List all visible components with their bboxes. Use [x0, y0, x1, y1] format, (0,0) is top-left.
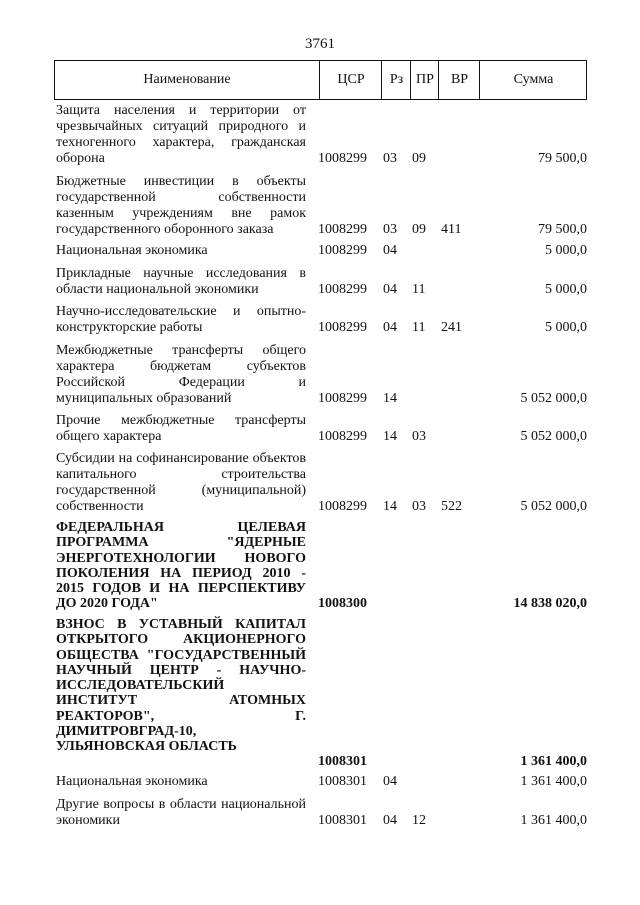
row-csr: 1008299	[318, 222, 367, 237]
row-sum: 1 361 400,0	[520, 813, 587, 828]
row-name: ВЗНОС В УСТАВНЫЙ КАПИТАЛ ОТКРЫТОГО АКЦИОНЕРНОГО ОБЩЕСТВА "ГОСУДАРСТВЕННЫЙ НАУЧНЫЙ ЦЕНТР - НАУЧНО-ИССЛЕДОВАТЕЛЬСКИЙ ИНСТИТУТ АТОМНЫХ РЕАКТОРОВ", Г. ДИМИТРОВГРАД-10, УЛЬЯНОВСКАЯ ОБЛАСТЬ	[56, 617, 306, 755]
row-rz: 14	[383, 429, 397, 444]
table-row	[54, 243, 587, 259]
row-sum: 14 838 020,0	[513, 596, 587, 611]
row-pr: 03	[412, 429, 426, 444]
row-name: Межбюджетные трансферты общего характера бюджетам субъектов Российской Федерации и муниципальных образований	[56, 343, 306, 406]
row-rz: 04	[383, 813, 397, 828]
row-name: ФЕДЕРАЛЬНАЯ ЦЕЛЕВАЯ ПРОГРАММА "ЯДЕРНЫЕ ЭНЕРГОТЕХНОЛОГИИ НОВОГО ПОКОЛЕНИЯ НА ПЕРИОД 2010 - 2015 ГОДОВ И НА ПЕРСПЕКТИВУ ДО 2020 ГОДА"	[56, 520, 306, 612]
row-sum: 79 500,0	[538, 151, 587, 166]
row-csr: 1008299	[318, 429, 367, 444]
table-row	[54, 774, 587, 790]
row-name: Бюджетные инвестиции в объекты государственной собственности казенным учреждениям вне рамок государственного оборонного заказа	[56, 174, 306, 237]
row-csr: 1008299	[318, 499, 367, 514]
row-csr: 1008299	[318, 282, 367, 297]
column-header-name: Наименование	[143, 72, 231, 87]
row-name: Научно-исследовательские и опытно-конструкторские работы	[56, 304, 306, 335]
row-rz: 14	[383, 391, 397, 406]
row-csr: 1008301	[318, 754, 367, 769]
row-rz: 04	[383, 320, 397, 335]
row-csr: 1008299	[318, 391, 367, 406]
table-header	[54, 60, 587, 100]
row-csr: 1008300	[318, 596, 367, 611]
page-number: 3761	[305, 36, 335, 52]
table-row	[54, 266, 587, 298]
table-row	[54, 520, 587, 612]
table-row	[54, 617, 587, 770]
row-name: Субсидии на софинансирование объектов капитального строительства государственной (муниципальной) собственности	[56, 451, 306, 514]
row-name: Национальная экономика	[56, 243, 208, 258]
row-rz: 03	[383, 222, 397, 237]
row-rz: 04	[383, 774, 397, 789]
row-name: Другие вопросы в области национальной экономики	[56, 797, 306, 828]
row-sum: 1 361 400,0	[520, 774, 587, 789]
row-pr: 09	[412, 151, 426, 166]
row-pr: 03	[412, 499, 426, 514]
row-vr: 241	[441, 320, 462, 335]
row-rz: 04	[383, 243, 397, 258]
row-vr: 522	[441, 499, 462, 514]
row-pr: 11	[412, 282, 426, 297]
row-sum: 5 000,0	[545, 320, 587, 335]
row-csr: 1008299	[318, 151, 367, 166]
row-name: Защита населения и территории от чрезвычайных ситуаций природного и техногенного характера, гражданская оборона	[56, 103, 306, 166]
row-pr: 12	[412, 813, 426, 828]
column-header-rz: Рз	[381, 61, 411, 99]
column-header-csr: ЦСР	[319, 61, 382, 99]
table-row	[54, 304, 587, 336]
row-name: Национальная экономика	[56, 774, 208, 789]
row-sum: 5 052 000,0	[520, 499, 587, 514]
row-rz: 04	[383, 282, 397, 297]
table-row	[54, 103, 587, 167]
column-header-vr: ВР	[438, 61, 480, 99]
row-csr: 1008301	[318, 813, 367, 828]
row-vr: 411	[441, 222, 462, 237]
row-csr: 1008299	[318, 243, 367, 258]
row-sum: 5 052 000,0	[520, 391, 587, 406]
column-header-pr: ПР	[410, 61, 439, 99]
column-header-sum: Сумма	[479, 61, 587, 99]
row-sum: 79 500,0	[538, 222, 587, 237]
row-csr: 1008301	[318, 774, 367, 789]
row-pr: 09	[412, 222, 426, 237]
row-rz: 14	[383, 499, 397, 514]
row-name: Прочие межбюджетные трансферты общего характера	[56, 413, 306, 444]
row-sum: 1 361 400,0	[520, 754, 587, 769]
table-row	[54, 343, 587, 407]
table-row	[54, 797, 587, 829]
row-csr: 1008299	[318, 320, 367, 335]
row-sum: 5 052 000,0	[520, 429, 587, 444]
table-row	[54, 451, 587, 515]
row-name: Прикладные научные исследования в области национальной экономики	[56, 266, 306, 297]
table-row	[54, 413, 587, 445]
row-sum: 5 000,0	[545, 243, 587, 258]
row-pr: 11	[412, 320, 426, 335]
row-rz: 03	[383, 151, 397, 166]
row-sum: 5 000,0	[545, 282, 587, 297]
table-row	[54, 174, 587, 238]
